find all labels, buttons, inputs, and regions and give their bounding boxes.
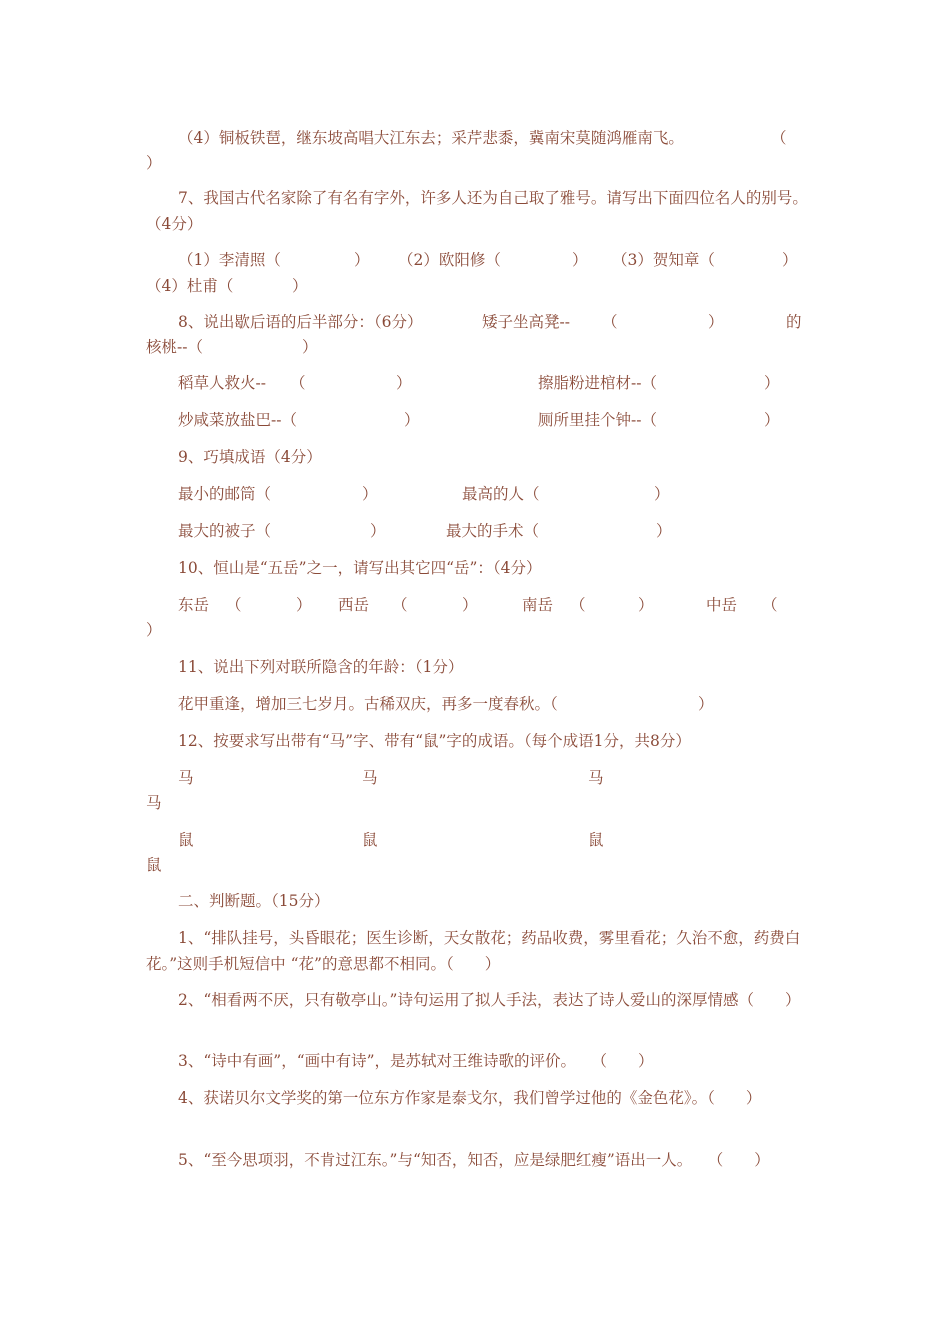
q8-item2-start: 的 [786, 313, 802, 331]
q7-question: 7、我国古代名家除了有名有字外，许多人还为自己取了雅号。请写出下面四位名人的别号。（4分） [146, 189, 808, 233]
q12-horse-1: 马 [178, 769, 194, 787]
q9-item4: 最大的手术（ [446, 522, 540, 540]
q11-couplet-close: ） [698, 695, 714, 713]
q7-item2: （2）欧阳修（ [398, 251, 501, 269]
q6-item4-paren-close: ） [146, 154, 162, 172]
q10-east-close: ） [296, 596, 312, 614]
part2-q4: 4、获诺贝尔文学奖的第一位东方作家是泰戈尔，我们曾学过他的《金色花》。（ ） [178, 1089, 762, 1107]
q11-couplet: 花甲重逢，增加三七岁月。古稀双庆，再多一度春秋。（ [178, 695, 558, 713]
q7-item1-close: ） [354, 251, 370, 269]
q9-item3-close: ） [370, 522, 386, 540]
q8-item5-close: ） [404, 411, 420, 429]
q9-title: 9、巧填成语（4分） [178, 448, 322, 466]
q11-title: 11、说出下列对联所隐含的年龄：（1分） [178, 658, 464, 676]
q12-title: 12、按要求写出带有“马”字、带有“鼠”字的成语。（每个成语1分，共8分） [178, 732, 691, 750]
q7-item3: （3）贺知章（ [612, 251, 715, 269]
q8-item1-paren: （ [602, 313, 618, 331]
q8-item6-close: ） [764, 411, 780, 429]
q9-item2-close: ） [654, 485, 670, 503]
part2-q3: 3、“诗中有画”，“画中有诗”，是苏轼对王维诗歌的评价。 （ ） [178, 1052, 654, 1070]
part2-q1: 1、“排队挂号，头昏眼花；医生诊断，天女散花；药品收费，雾里看花；久治不愈，药费白花。”这则手机短信中 “花”的意思都不相同。（ ） [146, 929, 801, 973]
q10-west-paren: （ [392, 596, 408, 614]
q9-item1-close: ） [362, 485, 378, 503]
q7-item1: （1）李清照（ [178, 251, 281, 269]
q8-item4: 擦脂粉进棺材--（ [538, 374, 657, 392]
q8-item2-end: 核桃--（ [146, 338, 203, 356]
q8-item1: 矮子坐高凳-- [482, 313, 570, 331]
q8-item6: 厕所里挂个钟--（ [538, 411, 657, 429]
q9-item1: 最小的邮筒（ [178, 485, 272, 503]
q10-west: 西岳 [338, 596, 370, 614]
q8-item2-close: ） [302, 338, 318, 356]
q10-east: 东岳 [178, 596, 210, 614]
part2-q2: 2、“相看两不厌，只有敬亭山。”诗句运用了拟人手法，表达了诗人爱山的深厚情感（ ） [178, 991, 801, 1009]
q12-mouse-1: 鼠 [178, 831, 194, 849]
q12-horse-3: 马 [588, 769, 604, 787]
q7-item4-close: ） [292, 277, 308, 295]
q7-item2-close: ） [572, 251, 588, 269]
q8-item1-close: ） [708, 313, 724, 331]
q10-west-close: ） [462, 596, 478, 614]
q8-item3-close: ） [396, 374, 412, 392]
q10-title: 10、恒山是“五岳”之一，请写出其它四“岳”：（4分） [178, 559, 542, 577]
q12-mouse-2: 鼠 [362, 831, 378, 849]
q7-item4: （4）杜甫（ [146, 277, 234, 295]
q8-item5: 炒咸菜放盐巴--（ [178, 411, 297, 429]
part2-q5: 5、“至今思项羽，不肯过江东。”与“知否，知否，应是绿肥红瘦”语出一人。 （ ） [178, 1151, 770, 1169]
q9-item3: 最大的被子（ [178, 522, 272, 540]
q12-mouse-4: 鼠 [146, 856, 162, 874]
q8-item3: 稻草人救火-- [178, 374, 266, 392]
q7-item3-close: ） [782, 251, 798, 269]
q10-south-close: ） [638, 596, 654, 614]
q6-item4-text: （4）铜板铁琶，继东坡高唱大江东去；采芹悲黍，冀南宋莫随鸿雁南飞。 [178, 129, 684, 147]
q8-intro: 8、说出歇后语的后半部分：（6分） [178, 313, 423, 331]
q10-middle: 中岳 [706, 596, 738, 614]
q12-mouse-3: 鼠 [588, 831, 604, 849]
q12-horse-2: 马 [362, 769, 378, 787]
q10-middle-paren: （ [762, 596, 778, 614]
q9-item2: 最高的人（ [462, 485, 540, 503]
q8-item4-close: ） [764, 374, 780, 392]
q8-item3-paren: （ [290, 374, 306, 392]
q9-item4-close: ） [656, 522, 672, 540]
q12-horse-4: 马 [146, 794, 162, 812]
q10-south-paren: （ [570, 596, 586, 614]
q6-item4-paren-open: （ [771, 129, 787, 147]
part2-title: 二、判断题。（15分） [178, 892, 330, 910]
q10-south: 南岳 [522, 596, 554, 614]
q10-east-paren: （ [226, 596, 242, 614]
q10-middle-close: ） [146, 621, 162, 639]
